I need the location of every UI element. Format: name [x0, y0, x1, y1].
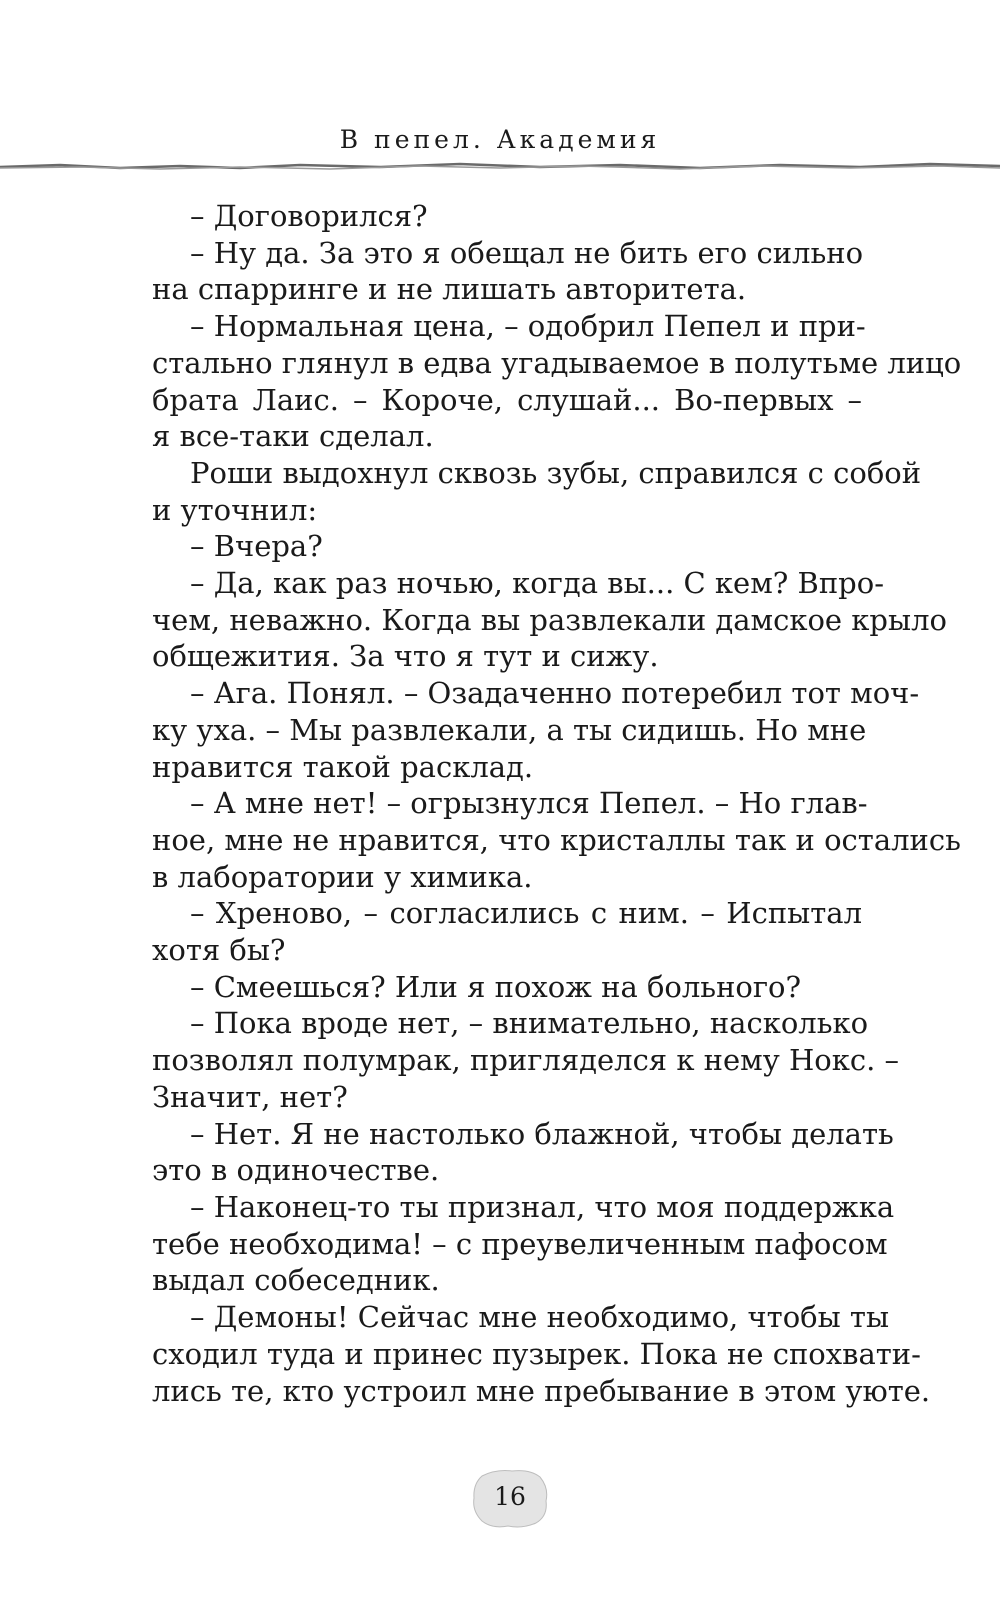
text-line: – Ага. Понял. – Озадаченно потеребил тот моч-	[190, 676, 920, 711]
text-line: хотя бы?	[152, 933, 286, 968]
text-line: это в одиночестве.	[152, 1153, 440, 1188]
text-line: – Вчера?	[190, 529, 323, 564]
text-line: ку уха. – Мы развлекали, а ты сидишь. Но мне	[152, 712, 867, 747]
text-line: лись те, кто устроил мне пребывание в этом уюте.	[152, 1373, 931, 1408]
text-line: нравится такой расклад.	[152, 749, 534, 784]
text-line: тебе необходима! – с преувеличенным пафосом	[152, 1226, 888, 1261]
text-line: – Нормальная цена, – одобрил Пепел и при-	[190, 309, 866, 344]
body-text	[152, 198, 962, 1409]
text-line: – Смеешься? Или я похож на больного?	[190, 969, 802, 1004]
text-line: – Пока вроде нет, – внимательно, насколько	[190, 1006, 869, 1041]
text-line: – Да, как раз ночью, когда вы... С кем? Впро-	[190, 566, 885, 601]
page-number-badge	[470, 1468, 550, 1530]
text-line: в лаборатории у химика.	[152, 859, 533, 894]
text-line: Роши выдохнул сквозь зубы, справился с собой	[190, 455, 922, 490]
text-line: – Наконец-то ты признал, что моя поддержка	[190, 1189, 895, 1224]
text-line: – Ну да. За это я обещал не бить его сильно	[190, 235, 864, 270]
text-line: ное, мне не нравится, что кристаллы так и остались	[152, 822, 961, 857]
running-title: В пепел. Академия	[339, 125, 661, 154]
text-line: – Хреново, – согласились с ним. – Испытал	[190, 896, 862, 931]
text-line: – А мне нет! – огрызнулся Пепел. – Но глав-	[190, 786, 868, 821]
decorative-rule	[0, 160, 1000, 174]
text-line: – Демоны! Сейчас мне необходимо, чтобы ты	[190, 1300, 890, 1335]
text-line: – Нет. Я не настолько блажной, чтобы делать	[190, 1116, 894, 1151]
text-line: позволял полумрак, пригляделся к нему Нокс. –	[152, 1043, 900, 1078]
text-line: Значит, нет?	[152, 1079, 348, 1114]
text-line: общежития. За что я тут и сижу.	[152, 639, 659, 674]
text-line: брата Лаис. – Короче, слушай... Во-первых –	[152, 382, 862, 417]
text-line: выдал собеседник.	[152, 1263, 440, 1298]
page-number: 16	[494, 1482, 526, 1511]
text-line: стально глянул в едва угадываемое в полутьме лицо	[152, 345, 962, 380]
text-line: – Договорился?	[190, 199, 428, 233]
text-line: я все-таки сделал.	[152, 419, 434, 454]
text-line: сходил туда и принес пузырек. Пока не спохвати-	[152, 1336, 921, 1371]
text-line: на спарринге и не лишать авторитета.	[152, 272, 747, 307]
text-line: чем, неважно. Когда вы развлекали дамское крыло	[152, 602, 947, 637]
text-line: и уточнил:	[152, 492, 318, 527]
